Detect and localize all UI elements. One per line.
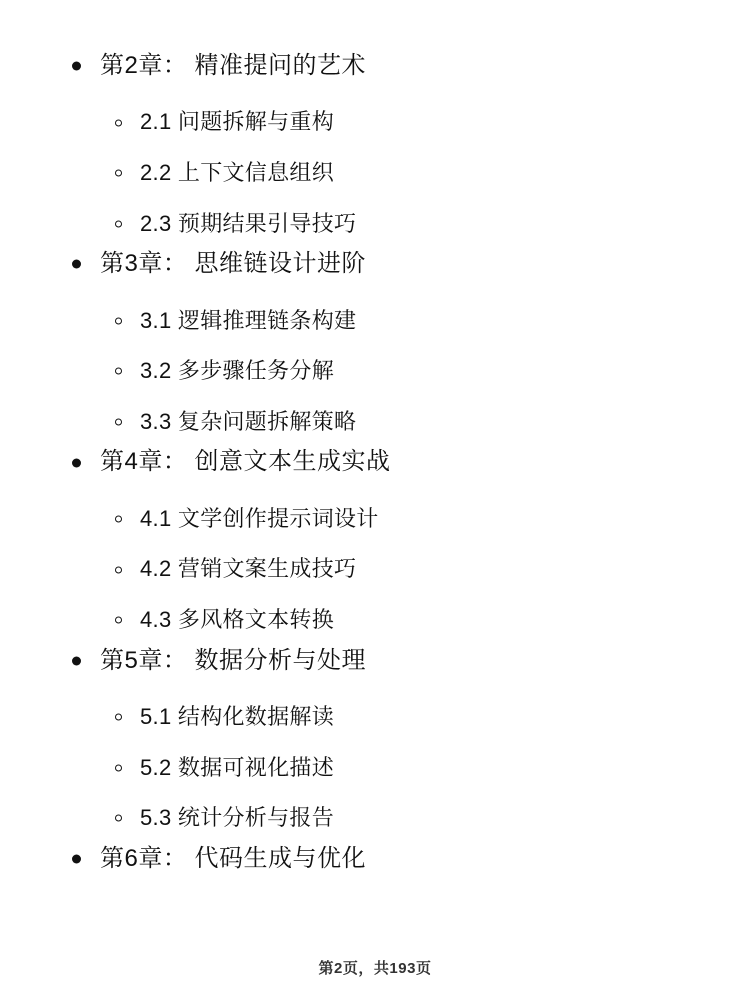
bullet-filled-icon [72,62,81,71]
footer-prefix: 第 [318,960,335,977]
section-item[interactable] [60,307,690,336]
chapter-label: 第5章： 数据分析与处理 [100,646,367,674]
bullet-hollow-icon [115,220,122,227]
section-list [60,108,690,238]
chapter-heading[interactable] [60,843,690,875]
table-of-contents [60,50,690,875]
chapter-heading[interactable] [60,50,690,82]
chapter-group [60,843,690,875]
chapter-label: 第6章： 代码生成与优化 [100,844,367,872]
bullet-hollow-icon [115,317,122,324]
chapter-label: 第3章： 思维链设计进阶 [100,250,367,278]
section-label: 5.1 结构化数据解读 [140,703,334,729]
chapter-group [60,50,690,238]
section-label: 2.2 上下文信息组织 [140,159,334,185]
bullet-hollow-icon [115,764,122,771]
section-item[interactable] [60,703,690,732]
chapter-heading[interactable] [60,248,690,280]
section-label: 5.3 统计分析与报告 [140,805,334,831]
chapter-group [60,446,690,634]
chapter-heading[interactable] [60,645,690,677]
bullet-hollow-icon [115,714,122,721]
section-item[interactable] [60,804,690,833]
section-label: 3.1 逻辑推理链条构建 [140,307,357,333]
footer-current-page: 2 [334,960,343,977]
bullet-hollow-icon [115,170,122,177]
section-item[interactable] [60,357,690,386]
bullet-hollow-icon [115,119,122,126]
section-label: 2.1 问题拆解与重构 [140,109,334,135]
section-item[interactable] [60,505,690,534]
section-list [60,505,690,635]
section-label: 3.3 复杂问题拆解策略 [140,408,357,434]
section-item[interactable] [60,159,690,188]
chapter-group [60,248,690,436]
bullet-hollow-icon [115,516,122,523]
bullet-filled-icon [72,656,81,665]
footer-suffix: 页 [415,960,432,977]
section-item[interactable] [60,754,690,783]
chapter-heading[interactable] [60,446,690,478]
section-label: 5.2 数据可视化描述 [140,754,334,780]
footer-total-pages: 193 [389,960,416,977]
page-footer [0,957,750,978]
section-item[interactable] [60,210,690,239]
chapter-label: 第4章： 创意文本生成实战 [100,448,391,476]
bullet-filled-icon [72,260,81,269]
bullet-filled-icon [72,854,81,863]
bullet-hollow-icon [115,815,122,822]
section-item[interactable] [60,606,690,635]
section-item[interactable] [60,108,690,137]
section-list [60,307,690,437]
section-item[interactable] [60,555,690,584]
bullet-hollow-icon [115,368,122,375]
bullet-hollow-icon [115,566,122,573]
bullet-hollow-icon [115,617,122,624]
section-label: 2.3 预期结果引导技巧 [140,210,357,236]
section-label: 4.3 多风格文本转换 [140,606,334,632]
chapter-label: 第2章： 精准提问的艺术 [100,52,367,79]
footer-middle: 页，共 [342,960,390,977]
bullet-hollow-icon [115,419,122,426]
section-label: 4.2 营销文案生成技巧 [140,556,357,582]
section-list [60,703,690,833]
section-item[interactable] [60,408,690,437]
section-label: 3.2 多步骤任务分解 [140,358,334,384]
bullet-filled-icon [72,458,81,467]
section-label: 4.1 文学创作提示词设计 [140,505,379,531]
chapter-group [60,645,690,833]
